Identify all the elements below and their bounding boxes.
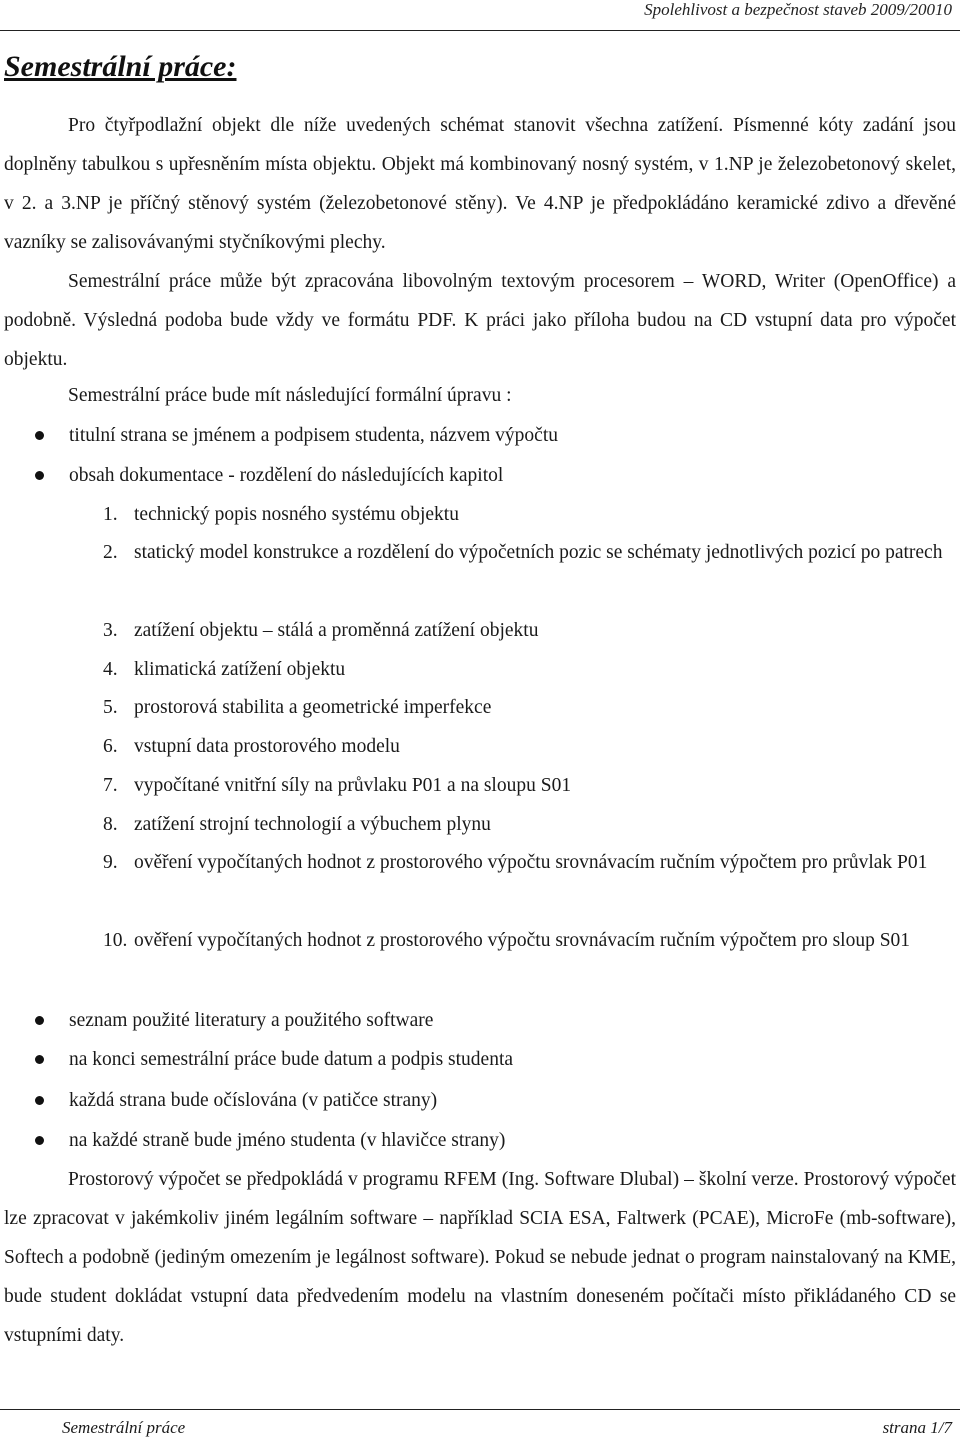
chapter-number: 10. xyxy=(103,930,128,951)
bullet-text: na každé straně bude jméno studenta (v hlavičce strany) xyxy=(69,1130,506,1151)
page-title: Semestrální práce: xyxy=(4,50,237,83)
chapter-number: 4. xyxy=(103,659,118,680)
chapter-number: 3. xyxy=(103,620,118,641)
chapter-text: ověření vypočítaných hodnot z prostorového výpočtu srovnávacím ručním výpočtem pro průvlak P01 xyxy=(134,852,928,873)
chapter-text: technický popis nosného systému objektu xyxy=(134,504,459,525)
chapter-number: 8. xyxy=(103,814,118,835)
format-intro: Semestrální práce bude mít následující formální úpravu : xyxy=(68,385,512,406)
chapter-number: 7. xyxy=(103,775,118,796)
chapter-text: vypočítané vnitřní síly na průvlaku P01 a na sloupu S01 xyxy=(134,775,572,796)
intro-paragraph: Pro čtyřpodlažní objekt dle níže uvedených schémat stanovit všechna zatížení. Písmenné kóty zadání jsou doplněny tabulkou s upřesněním místa objektu. Objekt má kombinovaný nosný systém, v 1.NP je železobetonový skelet, v 2. a 3.NP je příčný stěnový systém (železobetonové stěny). Ve 4.NP je předpokládáno keramické zdivo a dřevěné vazníky se zalisovávanými styčníkovými plechy. xyxy=(4,115,956,253)
footer-title: Semestrální práce xyxy=(62,1418,186,1437)
chapter-number: 5. xyxy=(103,697,118,718)
chapter-text: prostorová stabilita a geometrické imperfekce xyxy=(134,697,492,718)
bullet-icon xyxy=(35,1136,44,1145)
header-rule xyxy=(0,30,960,31)
chapter-number: 6. xyxy=(103,736,118,757)
bullet-text: na konci semestrální práce bude datum a podpis studenta xyxy=(69,1049,514,1070)
bullet-text: každá strana bude očíslována (v patičce strany) xyxy=(69,1090,438,1111)
bullet-icon xyxy=(35,1096,44,1105)
bullet-icon xyxy=(35,1016,44,1025)
running-header: Spolehlivost a bezpečnost staveb 2009/20010 xyxy=(644,0,952,19)
bullet-icon xyxy=(35,431,44,440)
page-number: strana 1/7 xyxy=(882,1418,952,1437)
bullet-text: titulní strana se jménem a podpisem studenta, názvem výpočtu xyxy=(69,425,559,446)
footer-rule xyxy=(0,1409,960,1410)
processor-paragraph: Semestrální práce může být zpracována libovolným textovým procesorem – WORD, Writer (OpenOffice) a podobně. Výsledná podoba bude vždy ve formátu PDF. K práci jako příloha budou na CD vstupní data pro výpočet objektu. xyxy=(4,271,956,370)
chapter-text: statický model konstrukce a rozdělení do výpočetních pozic se schématy jednotlivých pozicí po patrech xyxy=(134,542,943,563)
chapter-number: 2. xyxy=(103,542,118,563)
bullet-text: seznam použité literatury a použitého software xyxy=(69,1010,434,1031)
software-paragraph: Prostorový výpočet se předpokládá v programu RFEM (Ing. Software Dlubal) – školní verze. Prostorový výpočet lze zpracovat v jakémkoliv jiném legálním software – například SCIA ESA, Faltwerk (PCAE), MicroFe (mb-software), Softech a podobně (jediným omezením je legálnost software). Pokud se nebude jednat o program nainstalovaný na KME, bude student dokládat vstupní data předvedením modelu na vlastním doneseném počítači místo přikládaného CD se vstupními daty. xyxy=(4,1169,956,1346)
chapter-text: vstupní data prostorového modelu xyxy=(134,736,400,757)
bullet-icon xyxy=(35,1055,44,1064)
chapter-text: zatížení strojní technologií a výbuchem plynu xyxy=(134,814,491,835)
chapter-text: zatížení objektu – stálá a proměnná zatížení objektu xyxy=(134,620,539,641)
chapter-text: klimatická zatížení objektu xyxy=(134,659,346,680)
bullet-text: obsah dokumentace - rozdělení do následujících kapitol xyxy=(69,465,504,486)
chapter-number: 9. xyxy=(103,852,118,873)
bullet-icon xyxy=(35,471,44,480)
chapter-number: 1. xyxy=(103,504,118,525)
chapter-text: ověření vypočítaných hodnot z prostorového výpočtu srovnávacím ručním výpočtem pro sloup S01 xyxy=(134,930,911,951)
